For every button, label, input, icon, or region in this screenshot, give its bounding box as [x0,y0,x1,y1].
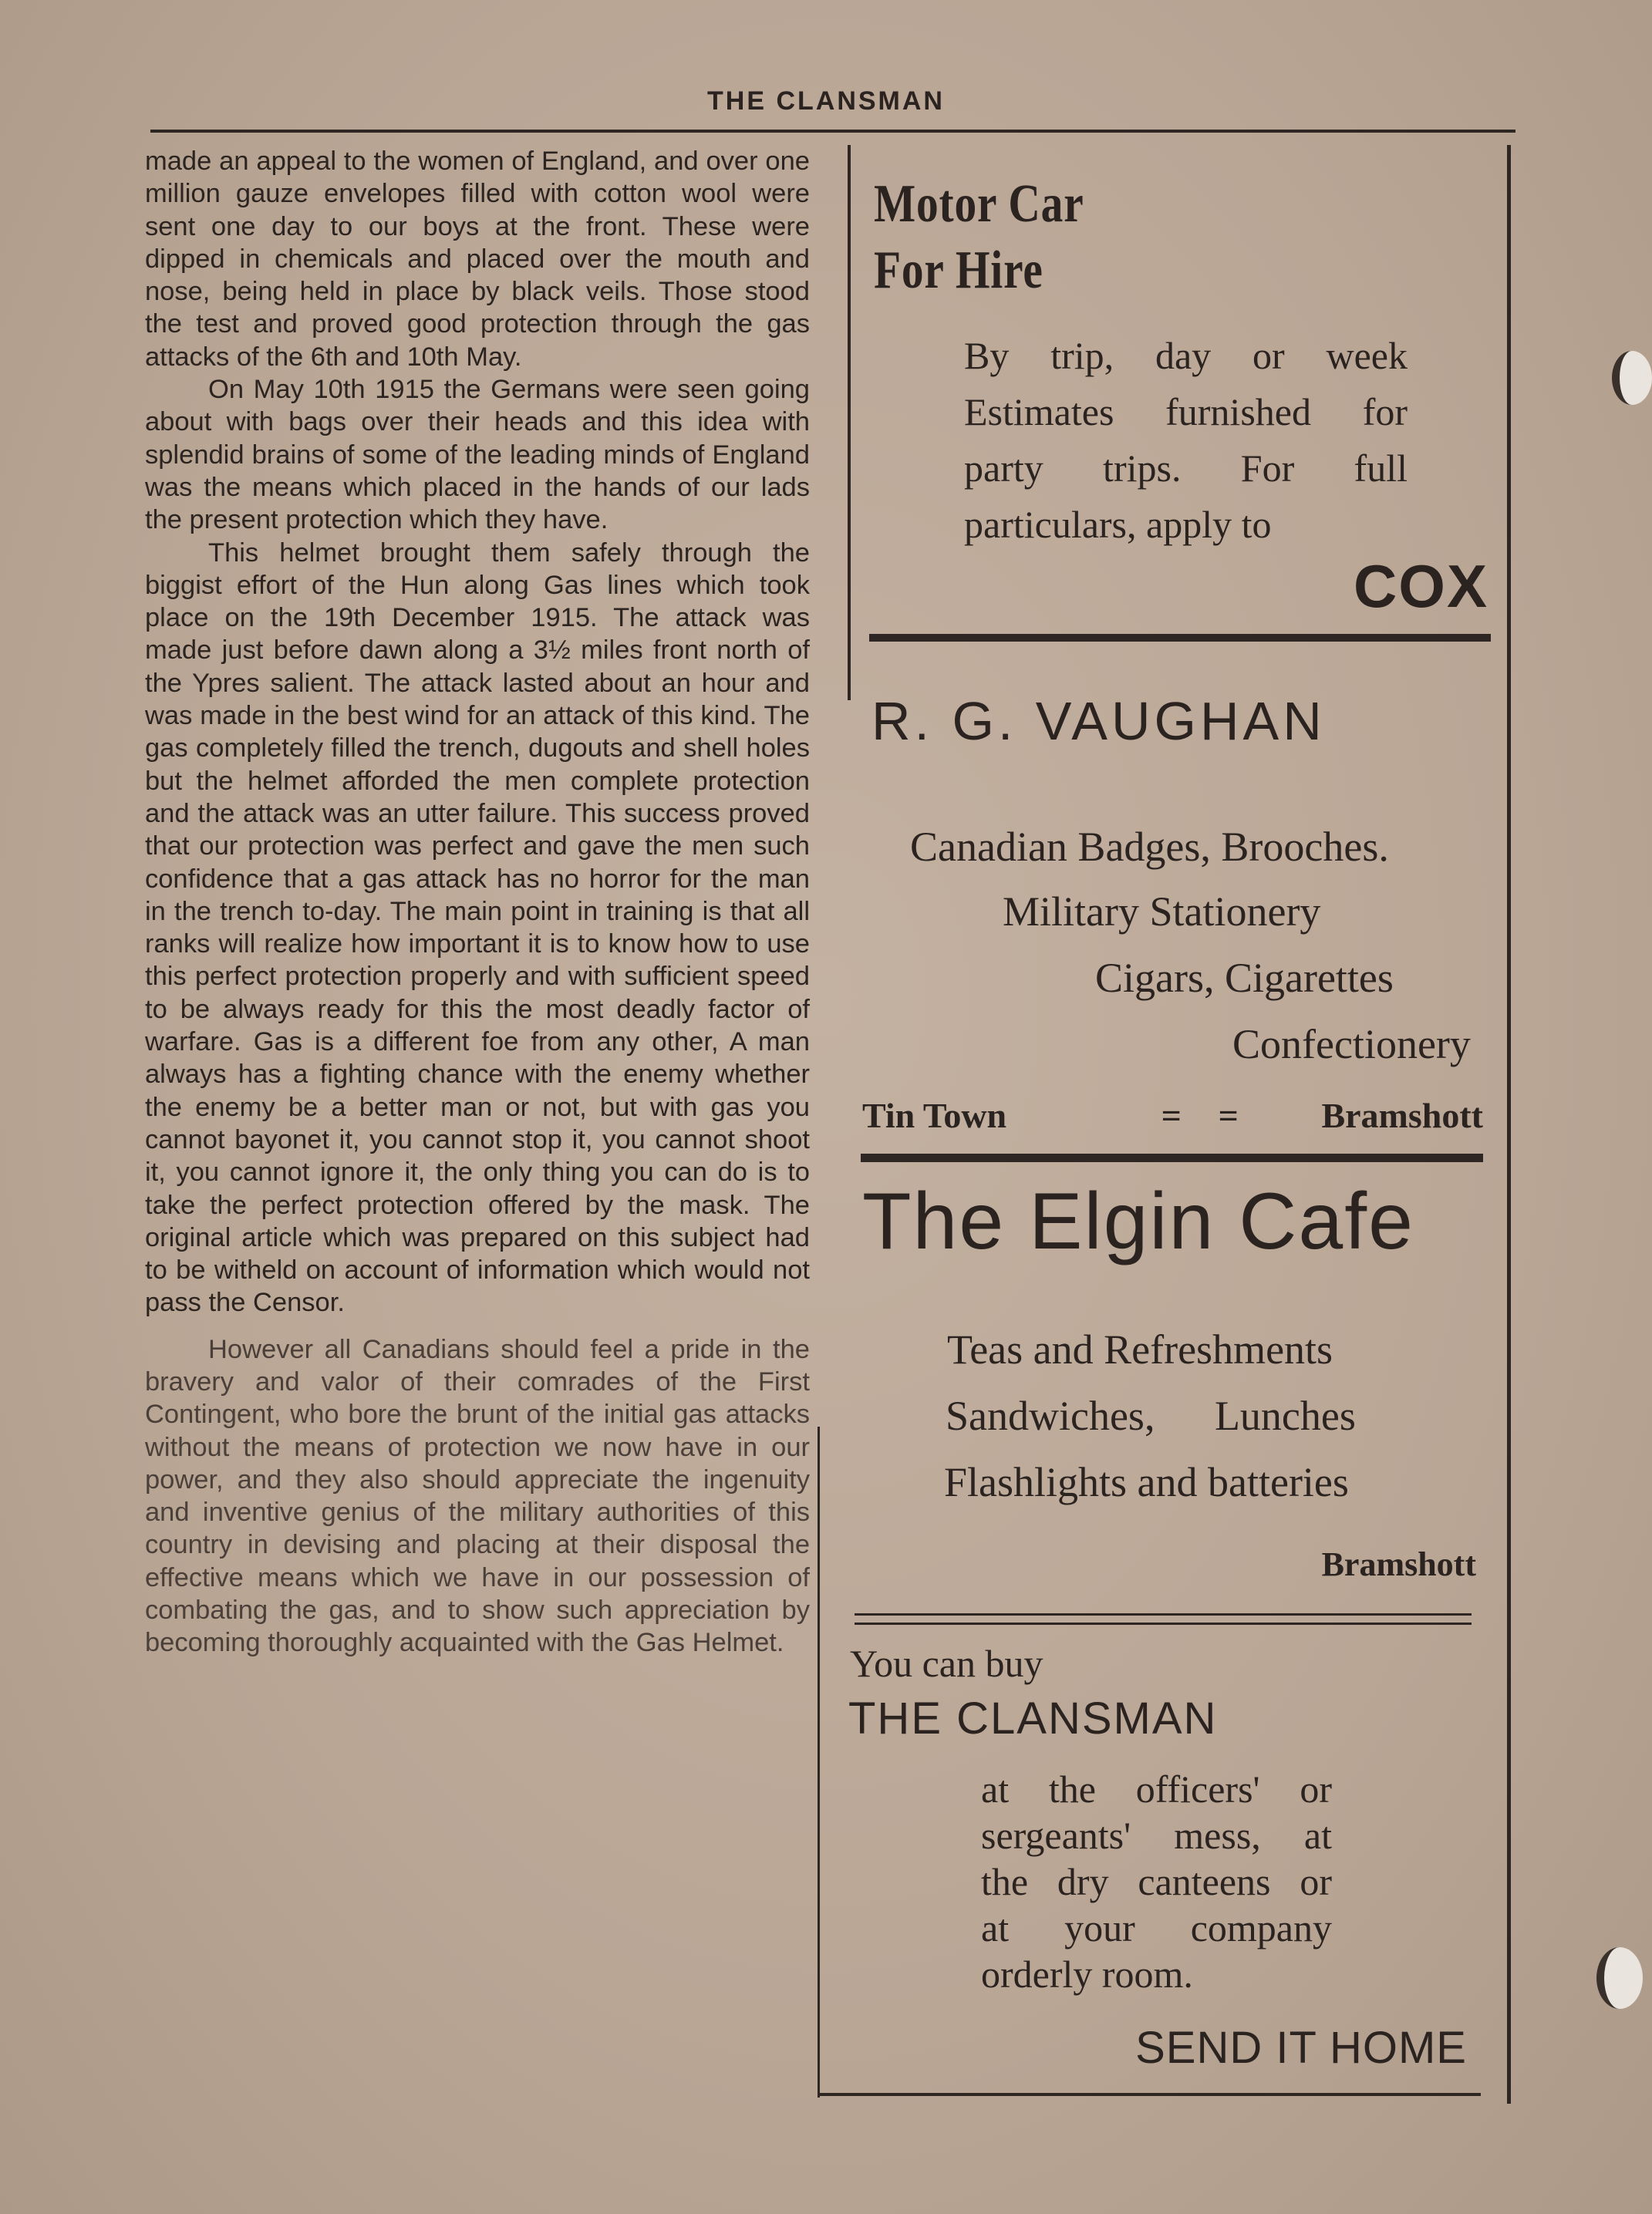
vaughan-location-separator: = [1218,1096,1239,1135]
clansman-line: the dry canteens or [981,1860,1332,1903]
ad-divider-double [855,1613,1472,1616]
motor-car-line: party trips. For full [964,447,1408,490]
motor-car-ad-body [964,328,1408,553]
ad-column-border-left [848,145,851,700]
ad-column-border-right [1507,145,1511,2104]
clansman-ad-body [981,1766,1332,1997]
binder-hole [1596,1947,1643,2009]
vaughan-line: Cigars, Cigarettes [1095,955,1394,1001]
clansman-line: orderly room. [981,1953,1193,1996]
vaughan-location-left: Tin Town [862,1096,1007,1135]
article-paragraph-2: On May 10th 1915 the Germans were seen going about with bags over their heads and this idea with splendid brains of some of the leading minds of England was the means which placed in the hands of our lads the present protection which they have. [145,375,810,535]
elgin-line: Sandwiches, Lunches [946,1393,1356,1439]
elgin-line: Flashlights and batteries [944,1459,1349,1505]
article-paragraph-1: made an appeal to the women of England, and over one million gauze envelopes filled with cotton wool were sent one day to our boys at the front. These were dipped in chemicals and placed over the mouth and nose, being held in place by black veils. Those stood the test and proved good protection through the gas attacks of the 6th and 10th May. [145,147,810,372]
vaughan-ad-name: R. G. VAUGHAN [872,691,1326,751]
motor-car-ad-title: Motor Car For Hire [874,174,1084,300]
ad-divider [869,634,1491,642]
ad-divider [861,1154,1483,1162]
motor-car-line: By trip, day or week [964,334,1408,377]
clansman-ad-intro: You can buy [850,1642,1043,1685]
clansman-ad-title: THE CLANSMAN [848,1693,1218,1744]
vaughan-location-row [862,1095,1483,1136]
vaughan-line: Confectionery [1232,1021,1471,1067]
elgin-cafe-ad-title: The Elgin Cafe [862,1177,1414,1266]
clansman-line: at your company [981,1906,1332,1949]
ad-divider-double [855,1623,1472,1625]
binder-hole [1612,351,1652,405]
ad-column-border-left-lower [818,1427,820,2098]
vaughan-line: Canadian Badges, Brooches. [910,824,1389,870]
header-rule [150,130,1515,133]
motor-car-line: particulars, apply to [964,503,1272,546]
article-column [145,145,810,1660]
article-paragraph-4: However all Canadians should feel a pride in the bravery and valor of their comrades of the First Contingent, who bore the brunt of the initial gas attacks without the means of protection we now have in our power, and they also should appreciate the ingenuity and inventive genius of the military authorities of this country in devising and placing at their disposal the effective means which we have in our possession of combating the gas, and to show such appreciation by becoming thoroughly acquainted with the Gas Helmet. [145,1334,810,1658]
vaughan-location-right: Bramshott [1321,1096,1483,1135]
ad-column-border-bottom [818,2093,1481,2096]
vaughan-location-separator: = [1161,1096,1182,1135]
clansman-line: at the officers' or [981,1767,1332,1811]
motor-car-line: Estimates furnished for [964,390,1408,433]
clansman-ad-tagline: SEND IT HOME [1135,2023,1467,2073]
clansman-line: sergeants' mess, at [981,1814,1332,1857]
running-title: THE CLANSMAN [707,86,945,116]
elgin-line: Teas and Refreshments [947,1326,1333,1373]
elgin-cafe-location: Bramshott [1321,1545,1476,1583]
article-paragraph-3: This helmet brought them safely through the biggist effort of the Hun along Gas lines which took place on the 19th December 1915. The attack was made just before dawn along a 3½ miles front north of the Ypres salient. The attack lasted about an hour and was made in the best wind for an attack of this kind. The gas completely filled the trench, dugouts and shell holes but the helmet afforded the men complete protection and the attack was an utter failure. This success proved that our protection was perfect and gave the men such confidence that a gas attack has no horror for the man in the trench to-day. The main point in training is that all ranks will realize how important it is to know how to use this perfect protection properly and with sufficient speed to be always ready for this the most deadly factor of warfare. Gas is a different foe from any other, A man always has a fighting chance with the enemy whether the enemy be a better man or not, but with gas you cannot bayonet it, you cannot stop it, you cannot shoot it, you cannot ignore it, the only thing you can do is to take the perfect protection offered by the mask. The original article which was prepared on this subject had to be witheld on account of information which would not pass the Censor. [145,537,810,1318]
vaughan-line: Military Stationery [1003,888,1321,935]
motor-car-ad-name: COX [1353,552,1488,620]
